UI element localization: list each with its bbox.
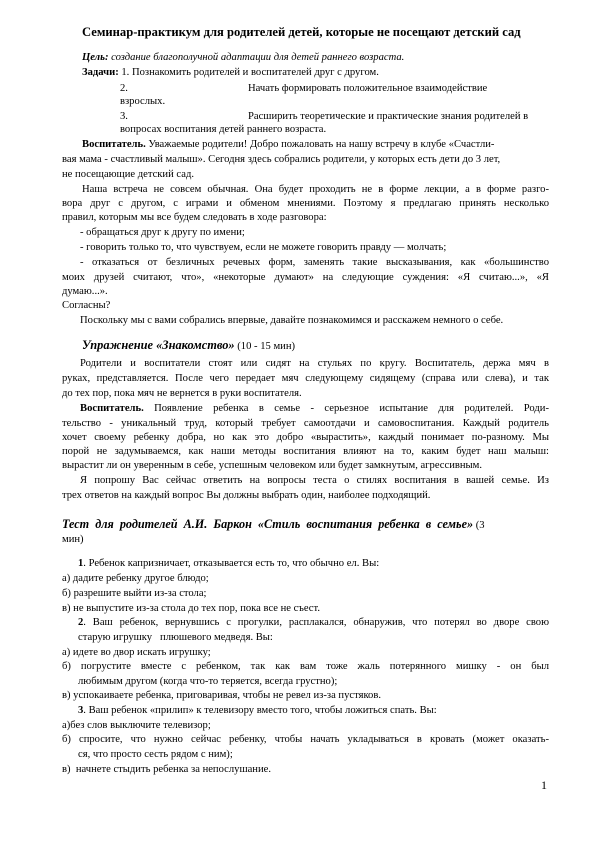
task-2-line-1: Начать формировать положительное взаимодействие bbox=[248, 83, 488, 94]
page-number: 1 bbox=[541, 778, 547, 792]
q1-option-a: а) дадите ребенку другое блюдо; bbox=[62, 573, 209, 584]
exercise-p2-line-2: тельство - уникальный труд, который требует самоотдачи и самовоспитания. Каждый родитель bbox=[62, 418, 549, 429]
q2-option-b-line-2: любимым другом (когда что-то теряется, всегда грустно); bbox=[78, 676, 338, 687]
goal-text: создание благополучной адаптации для детей раннего возраста. bbox=[108, 52, 405, 63]
q3-option-b-line-1: б) спросите, что нужно сейчас ребенку, чтобы начать укладываться в кровать (может оказать- bbox=[62, 734, 549, 745]
intro-line-1 bbox=[82, 139, 494, 152]
question-text: . Ваш ребенок «прилип» к телевизору вместо того, чтобы ложиться спать. Вы: bbox=[83, 705, 437, 716]
exercise-line-1: Родители и воспитатели стоят или сидят на стульях по кругу. Воспитатель, держа мяч в bbox=[80, 358, 549, 369]
q3-option-c: в) начнете стыдить ребенка за непослушание. bbox=[62, 764, 271, 775]
task-3-number: 3. bbox=[120, 111, 128, 122]
speaker-label: Воспитатель. bbox=[80, 403, 144, 414]
intro-p2-line-3: правил, которым мы все будем следовать в ходе разговора: bbox=[62, 212, 327, 223]
question-number: 2 bbox=[78, 617, 84, 628]
exercise-line-3: до тех пор, пока мяч не вернется в руки воспитателя. bbox=[62, 388, 302, 399]
exercise-p2-line-4: порой не задумываемся, как наши методы воспитания влияют на то, каким будет наш малыш: bbox=[62, 446, 549, 457]
question-1 bbox=[78, 558, 379, 571]
task-2-line-2: взрослых. bbox=[120, 96, 166, 107]
test-title: Тест для родителей А.И. Баркон «Стиль воспитания ребенка в семье» bbox=[62, 517, 474, 531]
q3-option-b-line-2: ся, что просто сесть рядом с ним); bbox=[78, 749, 233, 760]
exercise-p3-line-1: Я попрошу Вас сейчас ответить на вопросы теста о стилях воспитания в вашей семье. Из bbox=[80, 475, 549, 486]
page-title: Семинар-практикум для родителей детей, которые не посещают детский сад bbox=[82, 25, 521, 39]
question-text: . Ваш ребенок, вернувшись с прогулки, расплакался, обнаружив, что потерял во дворе свою bbox=[83, 617, 549, 628]
rule-3-line-2: моих друзей считают, что», «некоторые думают» на следующие суждения: «Я считаю...», «Я bbox=[62, 272, 549, 283]
exercise-p2-line-3: хочет своему ребенку добра, но как это добро «вырастить», каждый понимает по-разному. Мы bbox=[62, 432, 549, 443]
question-3 bbox=[78, 705, 437, 718]
exercise-p2-text: Появление ребенка в семье - серьезное испытание для родителей. Роди- bbox=[143, 403, 549, 414]
exercise-p3-line-2: трех ответов на каждый вопрос Вы должны выбрать один, наиболее подходящий. bbox=[62, 490, 431, 501]
question-number: 1 bbox=[78, 558, 84, 569]
exercise-p2-line-1 bbox=[80, 403, 549, 416]
exercise-duration: (10 - 15 мин) bbox=[234, 341, 296, 352]
question-number: 3 bbox=[78, 705, 84, 716]
exercise-heading bbox=[82, 339, 295, 354]
test-duration-cont: мин) bbox=[62, 534, 84, 545]
goal-label: Цель: bbox=[82, 52, 109, 63]
q3-option-a: а)без слов выключите телевизор; bbox=[62, 720, 211, 731]
intro-closing: Поскольку мы с вами собрались впервые, давайте познакомимся и расскажем немного о себе. bbox=[80, 315, 504, 326]
task-2-number: 2. bbox=[120, 83, 128, 94]
agree-question: Согласны? bbox=[62, 300, 111, 311]
exercise-p2-line-5: вырастит ли он уверенным в себе, успешным человеком или будет замкнутым, агрессивным. bbox=[62, 460, 483, 471]
rule-2: - говорить только то, что чувствуем, если не можете говорить правду — молчать; bbox=[80, 242, 447, 253]
task-1: 1. Познакомить родителей и воспитателей друг с другом. bbox=[118, 67, 379, 78]
question-text: . Ребенок капризничает, отказывается есть то, что обычно ел. Вы: bbox=[83, 558, 380, 569]
intro-p2-line-1: Наша встреча не совсем обычная. Она будет проходить не в форме лекции, а в форме разго- bbox=[82, 184, 549, 195]
speaker-label: Воспитатель. bbox=[82, 139, 146, 150]
question-2-line-2: старую игрушку плюшевого медведя. Вы: bbox=[78, 632, 273, 643]
intro-line-2: вая мама - счастливый малыш». Сегодня здесь собрались родители, у которых есть дети до 3 лет, bbox=[62, 154, 501, 165]
task-3-line-2: вопросах воспитания детей раннего возраста. bbox=[120, 124, 327, 135]
q1-option-c: в) не выпустите из-за стола до тех пор, пока все не съест. bbox=[62, 603, 320, 614]
exercise-title: Упражнение «Знакомство» bbox=[82, 338, 235, 352]
test-duration: (3 bbox=[473, 520, 485, 531]
intro-line-3: не посещающие детский сад. bbox=[62, 169, 194, 180]
q2-option-c: в) успокаиваете ребенка, приговаривая, чтобы не ревел из-за пустяков. bbox=[62, 690, 382, 701]
task-3-line-1: Расширить теоретические и практические знания родителей в bbox=[248, 111, 529, 122]
tasks-line bbox=[82, 67, 379, 80]
q1-option-b: б) разрешите выйти из-за стола; bbox=[62, 588, 207, 599]
intro-p2-line-2: вора друг с другом, с играми и обменом мнениями. Поэтому я предлагаю принять несколько bbox=[62, 198, 549, 209]
goal-line bbox=[82, 52, 404, 65]
rule-3-line-3: думаю...». bbox=[62, 286, 108, 297]
rule-3-line-1: - отказаться от безличных речевых форм, заменять такие высказывания, как «большинство bbox=[80, 257, 549, 268]
exercise-line-2: руках, представляется. После чего передает мяч следующему сидящему (справа или слева), и так bbox=[62, 373, 549, 384]
intro-text: Уважаемые родители! Добро пожаловать на нашу встречу в клубе «Счастли- bbox=[145, 139, 495, 150]
test-heading bbox=[62, 518, 485, 533]
rule-1: - обращаться друг к другу по имени; bbox=[80, 227, 245, 238]
q2-option-b-line-1: б) погрустите вместе с ребенком, так как вам тоже жаль потерянного мишку - он был bbox=[62, 661, 549, 672]
tasks-label: Задачи: bbox=[82, 67, 119, 78]
question-2 bbox=[78, 617, 549, 630]
q2-option-a: а) идете во двор искать игрушку; bbox=[62, 647, 211, 658]
